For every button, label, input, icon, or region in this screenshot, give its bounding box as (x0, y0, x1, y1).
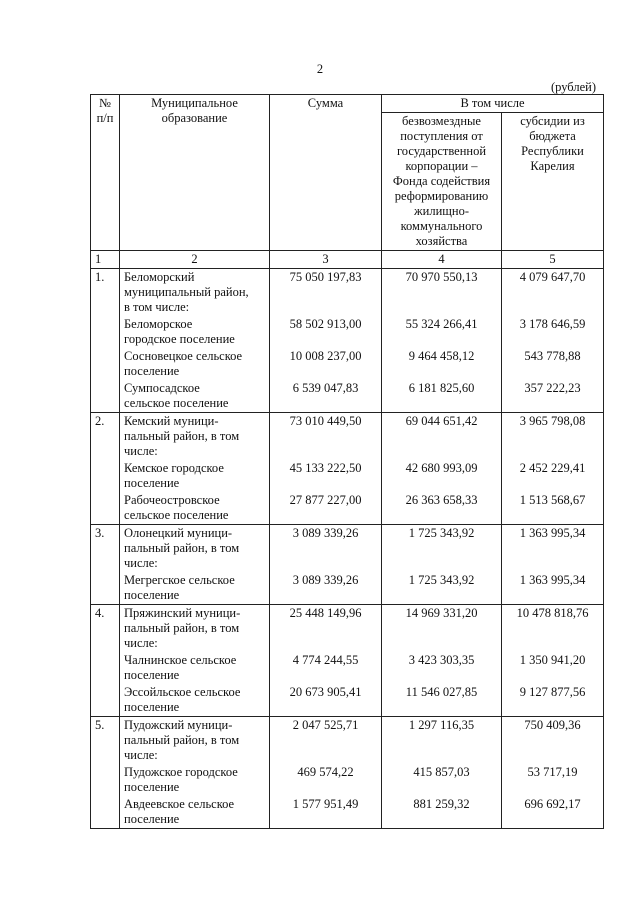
unit-label: (рублей) (550, 80, 596, 94)
header-fund-line: Фонда содействия (392, 174, 491, 188)
entry-block (124, 381, 265, 411)
entry-block (506, 493, 599, 523)
municipality-name-line: Эссойльское сельское (124, 685, 241, 699)
entry-block (124, 653, 265, 683)
entry-block (274, 317, 377, 347)
sum-value: 20 673 905,41 (289, 685, 362, 699)
entry-block (274, 653, 377, 683)
fund-value: 1 725 343,92 (408, 526, 475, 540)
municipality-name-line: Рабочеостровское (124, 493, 220, 507)
municipality-name-line: числе: (124, 748, 158, 762)
header-fund-line: безвозмездные (402, 114, 481, 128)
municipality-name-line: Беломорское (124, 317, 193, 331)
sum-value: 75 050 197,83 (289, 270, 362, 284)
municipality-name-line: Олонецкий муници- (124, 526, 233, 540)
sum-value: 469 574,22 (297, 765, 354, 779)
municipality-name-cell (120, 413, 270, 525)
entry-block (386, 797, 497, 827)
header-sum: Сумма (270, 95, 382, 251)
municipality-name-line: числе: (124, 556, 158, 570)
municipality-name-line: Кемское городское (124, 461, 224, 475)
entry-block (274, 526, 377, 571)
subsidy-value: 1 363 995,34 (519, 573, 586, 587)
fund-value-cell (382, 269, 502, 413)
municipality-name-line: числе: (124, 636, 158, 650)
municipality-name-line: в том числе: (124, 300, 190, 314)
municipality-name-cell (120, 717, 270, 829)
fund-value: 881 259,32 (413, 797, 470, 811)
table-row (91, 717, 604, 829)
entry-block (386, 493, 497, 523)
entry-block (124, 349, 265, 379)
entry-block (506, 526, 599, 571)
entry-block (274, 461, 377, 491)
sum-value: 27 877 227,00 (289, 493, 362, 507)
municipality-name-line: Пряжинский муници- (124, 606, 241, 620)
municipality-name-line: Сосновецкое сельское (124, 349, 243, 363)
table-row (91, 605, 604, 717)
entry-block (274, 381, 377, 411)
entry-block (124, 573, 265, 603)
row-number: 1. (91, 269, 120, 413)
entry-block (386, 653, 497, 683)
subsidy-value: 10 478 818,76 (516, 606, 589, 620)
fund-value: 415 857,03 (413, 765, 470, 779)
header-fund-line: коммунального (400, 219, 483, 233)
entry-block (506, 685, 599, 715)
sum-value: 45 133 222,50 (289, 461, 362, 475)
fund-value: 26 363 658,33 (405, 493, 478, 507)
entry-block (386, 606, 497, 651)
header-no-line: № (99, 96, 111, 110)
entry-block (274, 718, 377, 763)
fund-value-cell (382, 413, 502, 525)
municipality-name-line: Сумпосадское (124, 381, 200, 395)
entry-block (386, 349, 497, 379)
header-no (91, 95, 120, 251)
header-fund-line: поступления от (400, 129, 483, 143)
sum-value-cell (270, 605, 382, 717)
municipality-name-line: Беломорский (124, 270, 195, 284)
subsidy-value-cell (502, 605, 604, 717)
sum-value: 4 774 244,55 (292, 653, 359, 667)
municipality-name-line: поселение (124, 588, 180, 602)
fund-value: 3 423 303,35 (408, 653, 475, 667)
subsidy-value: 3 178 646,59 (519, 317, 586, 331)
entry-block (274, 573, 377, 603)
municipality-name-line: поселение (124, 364, 180, 378)
municipality-name-cell (120, 605, 270, 717)
municipality-name-line: сельское поселение (124, 508, 229, 522)
municipality-name-line: Пудожский муници- (124, 718, 233, 732)
subsidy-value: 4 079 647,70 (519, 270, 586, 284)
header-fund-line: реформированию (394, 189, 489, 203)
municipality-name-line: Пудожское городское (124, 765, 238, 779)
header-municipality (120, 95, 270, 251)
fund-value: 1 725 343,92 (408, 573, 475, 587)
entry-block (506, 414, 599, 459)
entry-block (386, 461, 497, 491)
sum-value: 3 089 339,26 (292, 573, 359, 587)
entry-block (124, 797, 265, 827)
subsidy-value: 1 363 995,34 (519, 526, 586, 540)
subsidy-value-cell (502, 413, 604, 525)
fund-value: 1 297 116,35 (408, 718, 475, 732)
subsidy-value: 750 409,36 (524, 718, 581, 732)
table-row (91, 413, 604, 525)
fund-value: 9 464 458,12 (408, 349, 475, 363)
column-number: 5 (502, 251, 604, 269)
entry-block (386, 685, 497, 715)
entry-block (274, 797, 377, 827)
header-subsidy-line: Карелия (530, 159, 575, 173)
table-row (91, 269, 604, 413)
sum-value: 1 577 951,49 (292, 797, 359, 811)
entry-block (506, 349, 599, 379)
fund-value: 6 181 825,60 (408, 381, 475, 395)
municipality-name-cell (120, 525, 270, 605)
entry-block (386, 718, 497, 763)
header-no-line: п/п (96, 111, 114, 125)
subsidy-value: 53 717,19 (527, 765, 578, 779)
municipality-name-line: городское поселение (124, 332, 235, 346)
header-fund-line: жилищно- (414, 204, 469, 218)
sum-value: 58 502 913,00 (289, 317, 362, 331)
entry-block (386, 381, 497, 411)
entry-block (274, 765, 377, 795)
subsidy-value-cell (502, 717, 604, 829)
row-number: 4. (91, 605, 120, 717)
subsidy-value-cell (502, 269, 604, 413)
entry-block (506, 317, 599, 347)
subsidy-value: 9 127 877,56 (519, 685, 586, 699)
municipality-name-line: пальный район, в том (124, 621, 240, 635)
header-municipality-line: Муниципальное (151, 96, 238, 110)
header-municipality-line: образование (161, 111, 228, 125)
entry-block (506, 270, 599, 315)
fund-value: 69 044 651,42 (405, 414, 478, 428)
column-number: 3 (270, 251, 382, 269)
header-fund-line: корпорации – (405, 159, 478, 173)
sum-value-cell (270, 717, 382, 829)
entry-block (386, 270, 497, 315)
entry-block (506, 381, 599, 411)
entry-block (124, 414, 265, 459)
municipality-name-line: Чалнинское сельское (124, 653, 237, 667)
sum-value-cell (270, 269, 382, 413)
municipality-name-line: числе: (124, 444, 158, 458)
column-number: 4 (382, 251, 502, 269)
table-body (91, 269, 604, 829)
subsidy-value-cell (502, 525, 604, 605)
allocation-table (90, 94, 604, 829)
municipality-name-line: поселение (124, 700, 180, 714)
header-subsidy-line: бюджета (529, 129, 576, 143)
entry-block (124, 461, 265, 491)
municipality-name-cell (120, 269, 270, 413)
fund-value: 70 970 550,13 (405, 270, 478, 284)
municipality-name-line: Мегрегское сельское (124, 573, 235, 587)
fund-value: 55 324 266,41 (405, 317, 478, 331)
page-number: 2 (316, 62, 324, 76)
municipality-name-line: Кемский муници- (124, 414, 219, 428)
subsidy-value: 1 513 568,67 (519, 493, 586, 507)
entry-block (506, 573, 599, 603)
fund-value: 11 546 027,85 (405, 685, 478, 699)
row-number: 5. (91, 717, 120, 829)
entry-block (386, 573, 497, 603)
entry-block (506, 606, 599, 651)
fund-value: 42 680 993,09 (405, 461, 478, 475)
entry-block (124, 765, 265, 795)
municipality-name-line: поселение (124, 476, 180, 490)
header-subsidy (502, 113, 604, 251)
row-number: 2. (91, 413, 120, 525)
subsidy-value: 543 778,88 (524, 349, 581, 363)
entry-block (124, 493, 265, 523)
subsidy-value: 3 965 798,08 (519, 414, 586, 428)
entry-block (274, 414, 377, 459)
fund-value: 14 969 331,20 (405, 606, 478, 620)
sum-value-cell (270, 525, 382, 605)
subsidy-value: 696 692,17 (524, 797, 581, 811)
municipality-name-line: поселение (124, 812, 180, 826)
entry-block (386, 765, 497, 795)
subsidy-value: 1 350 941,20 (519, 653, 586, 667)
header-including: В том числе (382, 95, 604, 113)
municipality-name-line: поселение (124, 780, 180, 794)
sum-value: 6 539 047,83 (292, 381, 359, 395)
entry-block (124, 718, 265, 763)
subsidy-value: 2 452 229,41 (519, 461, 586, 475)
municipality-name-line: Авдеевское сельское (124, 797, 235, 811)
municipality-name-line: пальный район, в том (124, 733, 240, 747)
table-header (91, 95, 604, 269)
entry-block (506, 461, 599, 491)
subsidy-value: 357 222,23 (524, 381, 581, 395)
sum-value: 10 008 237,00 (289, 349, 362, 363)
sum-value: 73 010 449,50 (289, 414, 362, 428)
header-fund-line: государственной (396, 144, 487, 158)
entry-block (506, 653, 599, 683)
municipality-name-line: сельское поселение (124, 396, 229, 410)
row-number: 3. (91, 525, 120, 605)
entry-block (124, 685, 265, 715)
entry-block (124, 317, 265, 347)
entry-block (274, 270, 377, 315)
entry-block (386, 526, 497, 571)
fund-value-cell (382, 605, 502, 717)
sum-value: 25 448 149,96 (289, 606, 362, 620)
entry-block (274, 493, 377, 523)
column-number: 1 (91, 251, 120, 269)
municipality-name-line: муниципальный район, (124, 285, 249, 299)
municipality-name-line: пальный район, в том (124, 429, 240, 443)
column-number: 2 (120, 251, 270, 269)
entry-block (274, 349, 377, 379)
entry-block (274, 606, 377, 651)
header-fund (382, 113, 502, 251)
municipality-name-line: поселение (124, 668, 180, 682)
entry-block (124, 270, 265, 315)
sum-value: 3 089 339,26 (292, 526, 359, 540)
municipality-name-line: пальный район, в том (124, 541, 240, 555)
entry-block (274, 685, 377, 715)
table-row (91, 525, 604, 605)
entry-block (386, 414, 497, 459)
header-fund-line: хозяйства (415, 234, 468, 248)
entry-block (506, 797, 599, 827)
entry-block (124, 606, 265, 651)
entry-block (506, 718, 599, 763)
sum-value: 2 047 525,71 (292, 718, 359, 732)
header-subsidy-line: субсидии из (520, 114, 585, 128)
fund-value-cell (382, 717, 502, 829)
entry-block (506, 765, 599, 795)
entry-block (386, 317, 497, 347)
entry-block (124, 526, 265, 571)
sum-value-cell (270, 413, 382, 525)
fund-value-cell (382, 525, 502, 605)
header-subsidy-line: Республики (521, 144, 584, 158)
